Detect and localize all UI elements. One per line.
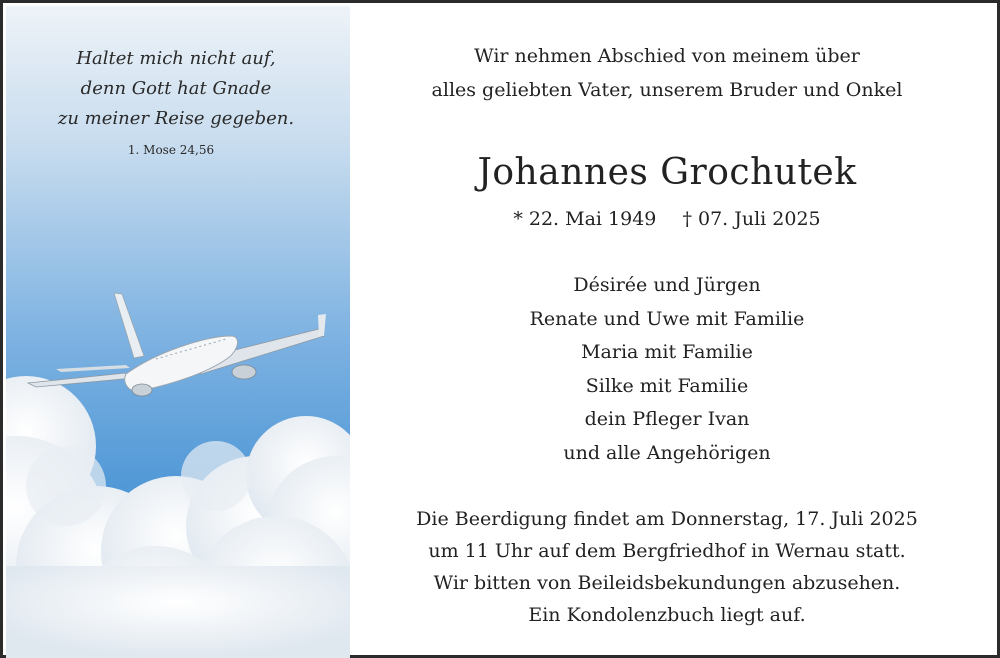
quote-line: zu meiner Reise gegeben. [57, 108, 295, 129]
deceased-name: Johannes Grochutek [477, 152, 857, 193]
mourner: Silke mit Familie [585, 374, 749, 397]
death-date: † 07. Juli 2025 [682, 208, 821, 230]
funeral-line: Ein Kondolenzbuch liegt auf. [528, 604, 806, 626]
quote-line: denn Gott hat Gnade [80, 78, 272, 99]
bible-quote [6, 44, 346, 134]
sky-image-panel [6, 6, 350, 658]
funeral-line: um 11 Uhr auf dem Bergfriedhof in Wernau statt. [428, 540, 906, 562]
birth-date: * 22. Mai 1949 [513, 208, 657, 230]
funeral-line: Wir bitten von Beileidsbekundungen abzusehen. [433, 572, 901, 594]
mourner: und alle Angehörigen [563, 441, 771, 464]
quote-reference: 1. Mose 24,56 [127, 143, 215, 157]
mourner: Maria mit Familie [581, 341, 753, 364]
life-dates [350, 204, 984, 234]
funeral-line: Die Beerdigung findet am Donnerstag, 17. Juli 2025 [416, 508, 918, 530]
obituary-text-panel [350, 6, 984, 658]
mourners-list [350, 269, 984, 471]
intro-line: alles geliebten Vater, unserem Bruder und Onkel [431, 79, 903, 101]
quote-line: Haltet mich nicht auf, [76, 48, 276, 69]
mourner: Désirée und Jürgen [573, 274, 761, 296]
intro-text [350, 39, 984, 107]
intro-line: Wir nehmen Abschied von meinem über [474, 45, 860, 67]
funeral-notice [350, 503, 984, 631]
mourner: dein Pfleger Ivan [584, 408, 750, 431]
mourner: Renate und Uwe mit Familie [529, 307, 805, 330]
